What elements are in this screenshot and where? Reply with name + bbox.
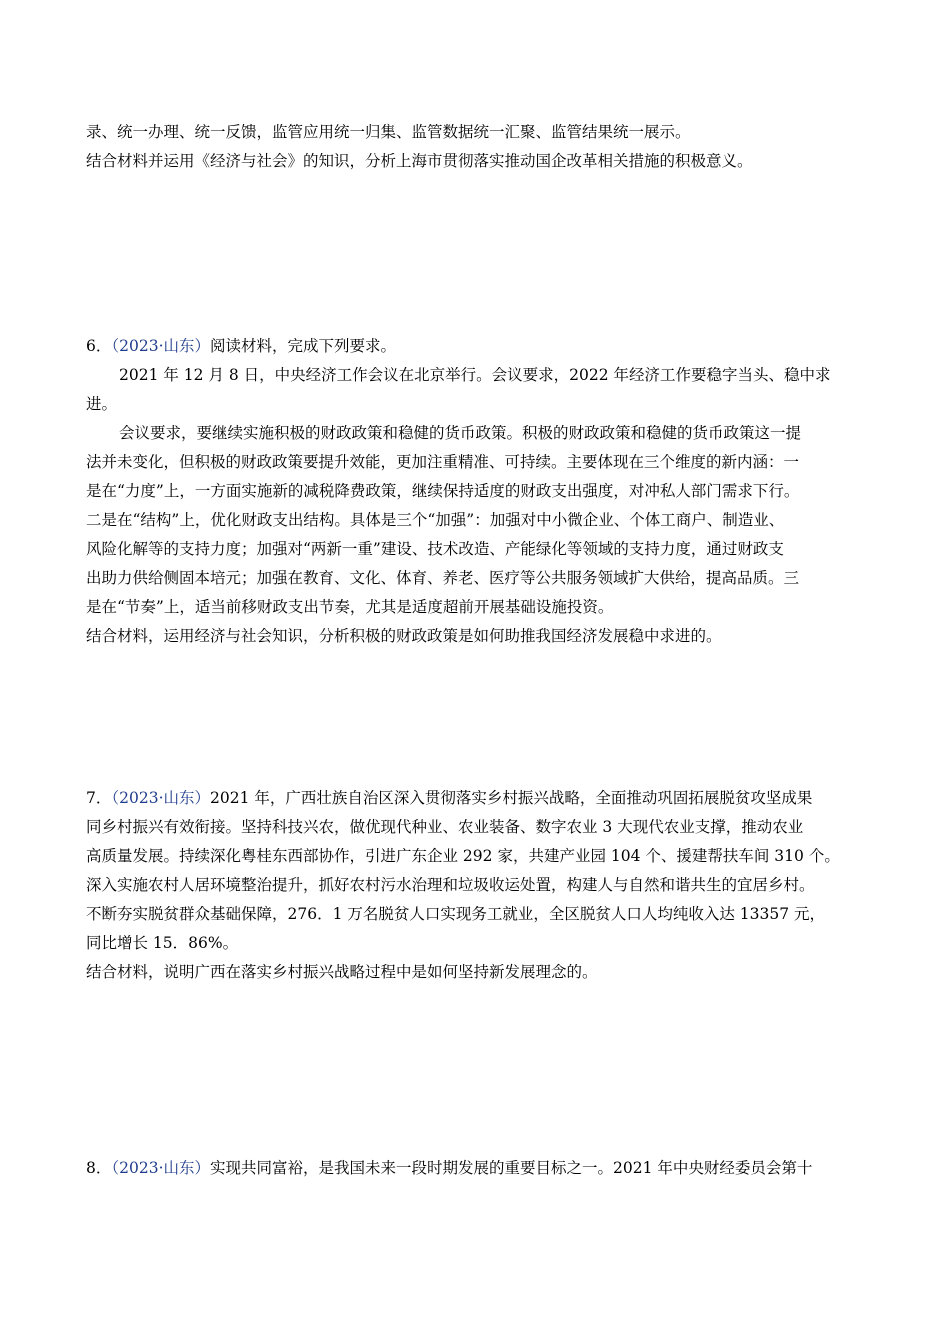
text-line: 2021 年 12 月 8 日，中央经济工作会议在北京举行。会议要求，2022 年经济工作要稳字当头、稳中求 (119, 366, 831, 384)
question-6 (86, 332, 866, 651)
previous-question-tail (86, 118, 866, 176)
question-prompt: 结合材料，运用经济与社会知识，分析积极的财政政策是如何助推我国经济发展稳中求进的。 (86, 627, 722, 645)
text-line: 实现共同富裕，是我国未来一段时期发展的重要目标之一。2021 年中央财经委员会第十 (210, 1159, 813, 1177)
question-8 (86, 1154, 866, 1183)
text-line: 是在“节奏”上，适当前移财政支出节奏，尤其是适度超前开展基础设施投资。 (86, 598, 614, 616)
text-line: 出助力供给侧固本培元；加强在教育、文化、体育、养老、医疗等公共服务领域扩大供给，提高品质。三 (86, 569, 800, 587)
question-source-link[interactable]: （2023·山东） (111, 337, 210, 355)
text-line: 高质量发展。持续深化粤桂东西部协作，引进广东企业 292 家，共建产业园 104 个、援建帮扶车间 310 个。 (86, 847, 840, 865)
text-line: 不断夯实脱贫群众基础保障，276．1 万名脱贫人口实现务工就业，全区脱贫人口人均纯收入达 13357 元， (86, 905, 826, 923)
text-line: 风险化解等的支持力度；加强对“两新一重”建设、技术改造、产能绿化等领域的支持力度，通过财政支 (86, 540, 784, 558)
question-source-link[interactable]: （2023·山东） (111, 789, 210, 807)
text-line: 深入实施农村人居环境整治提升，抓好农村污水治理和垃圾收运处置，构建人与自然和谐共生的宜居乡村。 (86, 876, 815, 894)
answer-space (86, 987, 866, 1154)
text-line: 进。 (86, 395, 118, 413)
question-prompt: 结合材料并运用《经济与社会》的知识，分析上海市贯彻落实推动国企改革相关措施的积极意义。 (86, 152, 753, 170)
question-number: 8． (86, 1159, 112, 1177)
text-line: 法并未变化，但积极的财政政策要提升效能，更加注重精准、可持续。主要体现在三个维度的新内涵：一 (86, 453, 800, 471)
question-number: 7． (86, 789, 112, 807)
text-line: 会议要求，要继续实施积极的财政政策和稳健的货币政策。积极的财政政策和稳健的货币政策这一提 (119, 424, 802, 442)
text-line: 2021 年，广西壮族自治区深入贯彻落实乡村振兴战略，全面推动巩固拓展脱贫攻坚成果 (210, 789, 813, 807)
question-header (86, 784, 866, 813)
question-7 (86, 784, 866, 987)
question-number: 6． (86, 337, 112, 355)
question-header (86, 332, 866, 361)
question-prompt: 结合材料，说明广西在落实乡村振兴战略过程中是如何坚持新发展理念的。 (86, 963, 598, 981)
answer-space (86, 651, 866, 784)
text-line: 录、统一办理、统一反馈，监管应用统一归集、监管数据统一汇聚、监管结果统一展示。 (86, 123, 691, 141)
question-source-link[interactable]: （2023·山东） (111, 1159, 210, 1177)
question-lead: 阅读材料，完成下列要求。 (210, 337, 397, 355)
document-page (86, 118, 866, 1183)
text-line: 是在“力度”上，一方面实施新的减税降费政策，继续保持适度的财政支出强度，对冲私人部门需求下行。 (86, 482, 800, 500)
text-line: 同比增长 15．86%。 (86, 934, 239, 952)
text-line: 二是在“结构”上，优化财政支出结构。具体是三个“加强”：加强对中小微企业、个体工商户、制造业、 (86, 511, 785, 529)
text-line: 同乡村振兴有效衔接。坚持科技兴农，做优现代种业、农业装备、数字农业 3 大现代农业支撑，推动农业 (86, 818, 804, 836)
question-header (86, 1154, 866, 1183)
answer-space (86, 176, 866, 332)
